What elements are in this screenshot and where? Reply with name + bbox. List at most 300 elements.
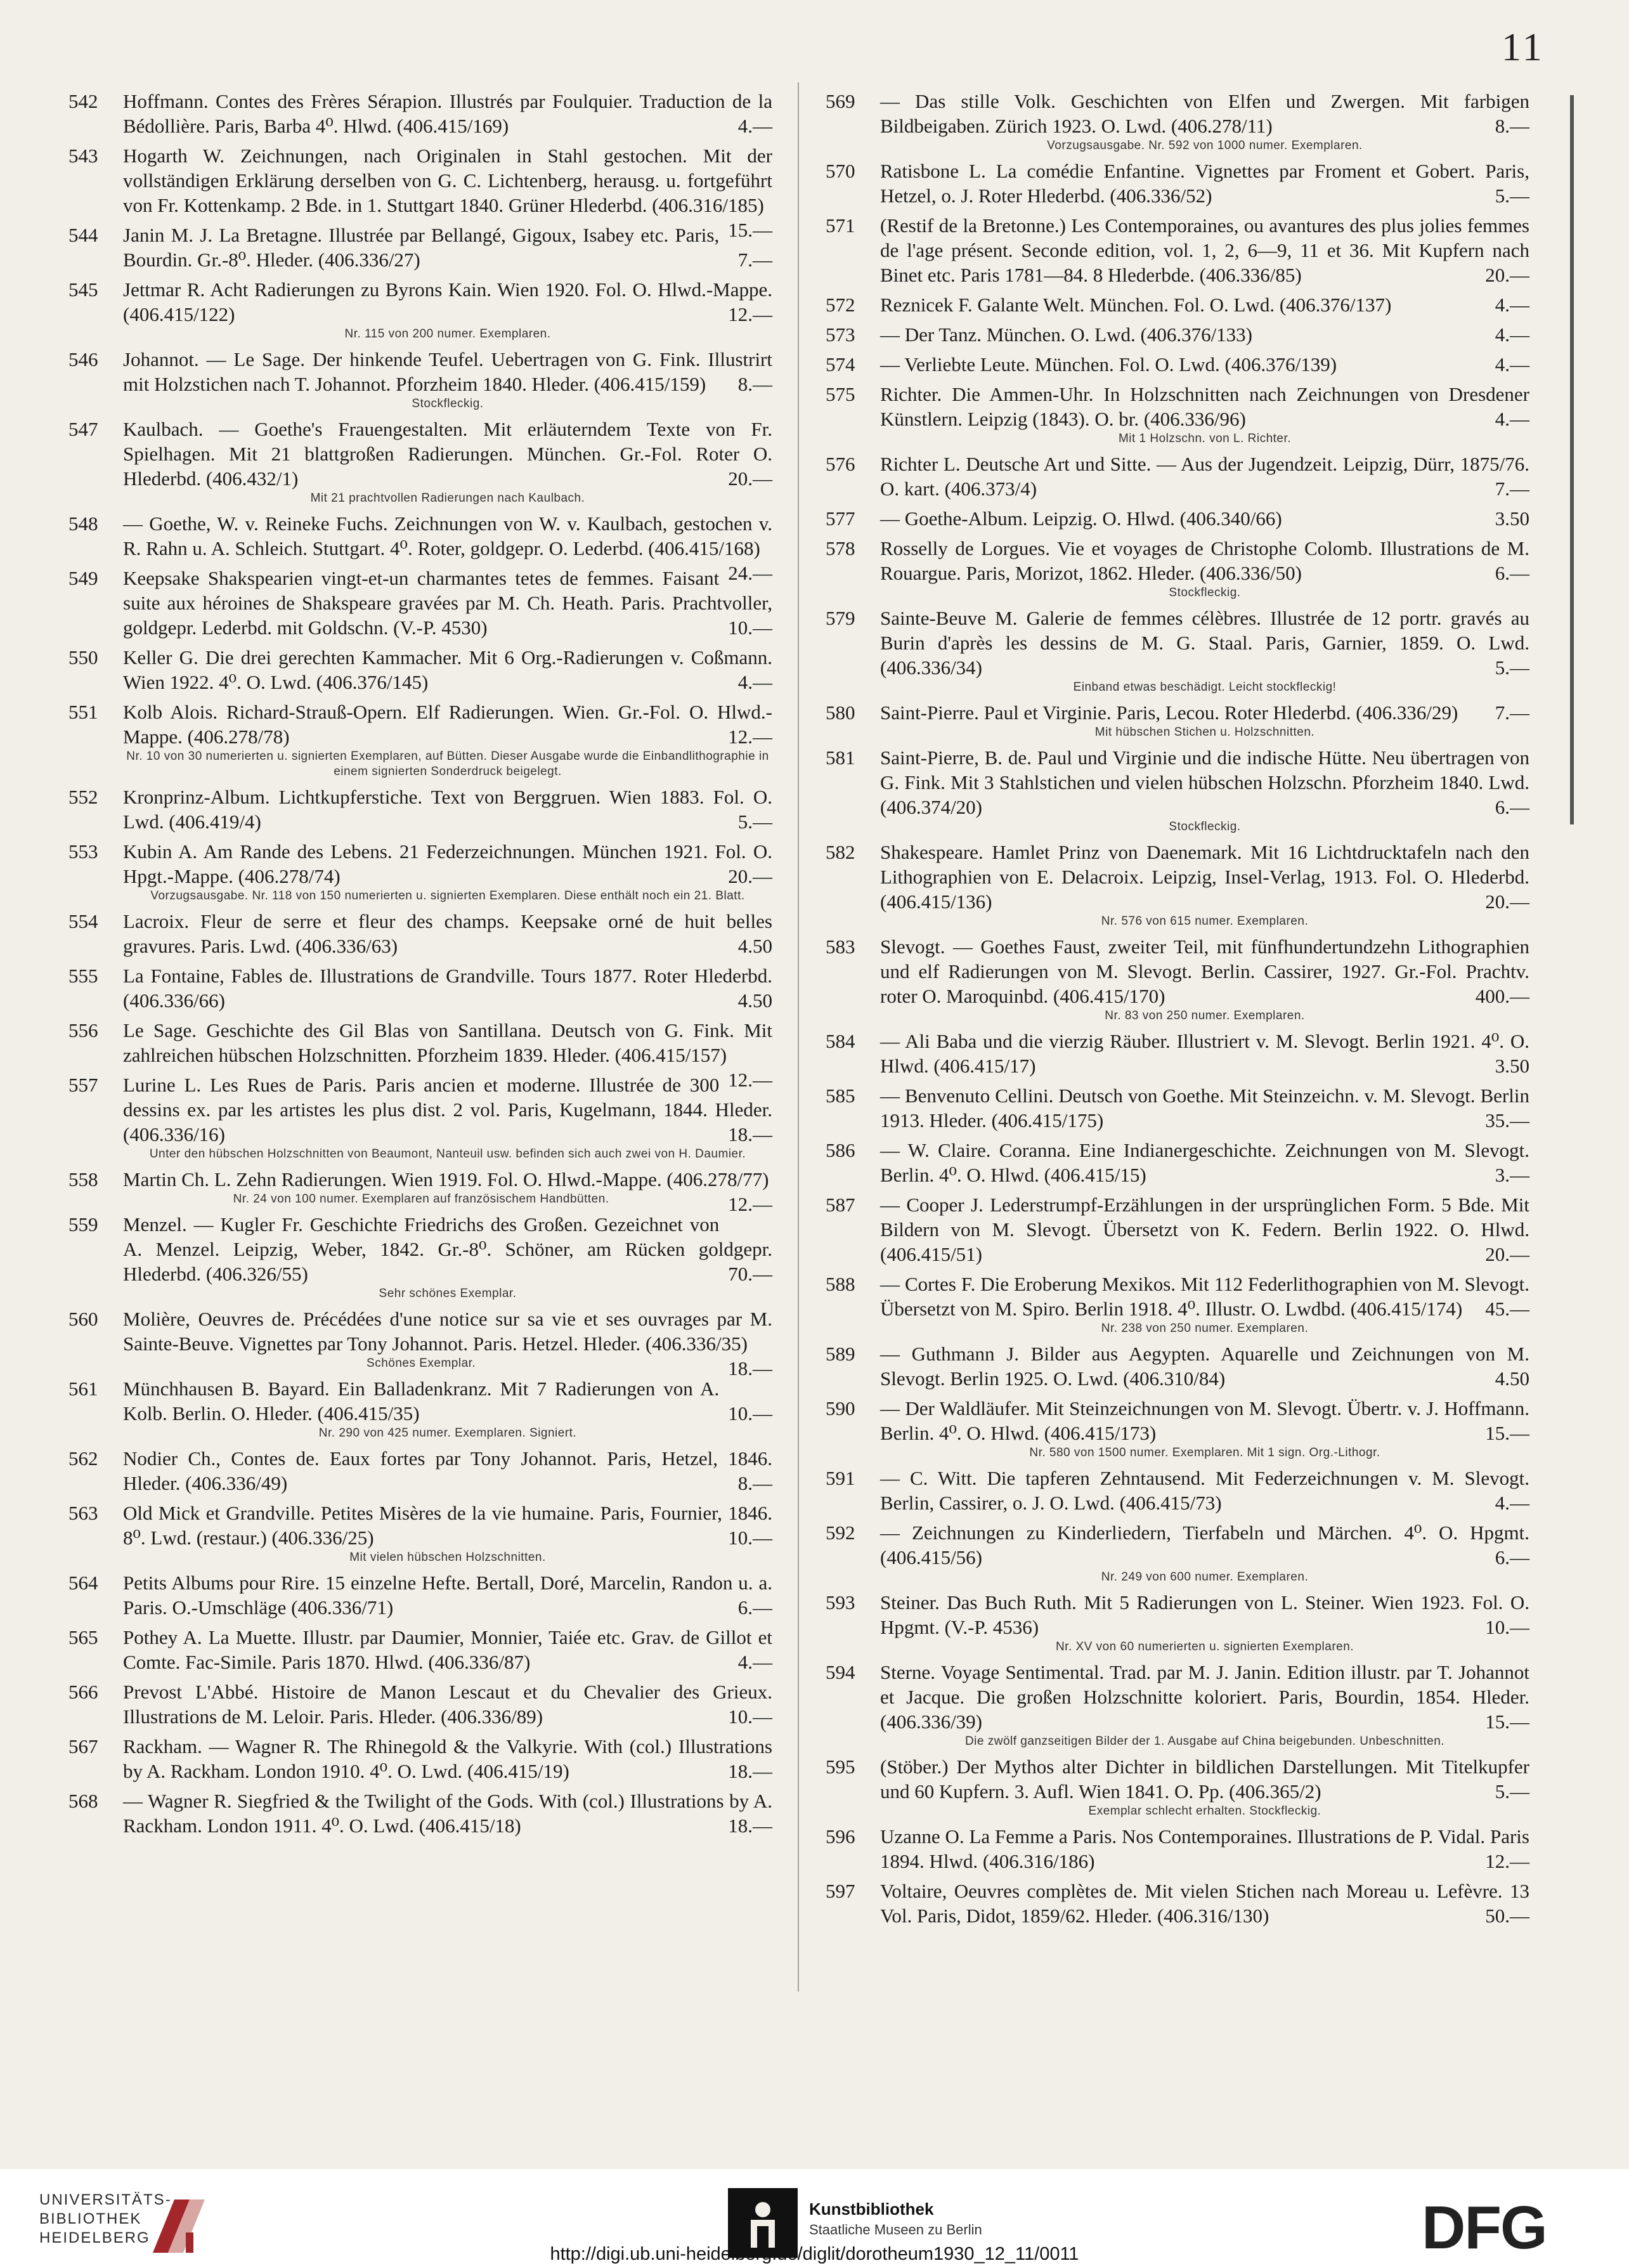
entry-note: Nr. 83 von 250 numer. Exemplaren. [1105,1009,1305,1022]
entry-description [123,1072,772,1147]
entry-text: Saint-Pierre. Paul et Virginie. Paris, Lecou. Roter Hlederbd. (406.336/29) [880,701,1458,724]
entry-text: Pothey A. La Muette. Illustr. par Daumier, Monnier, Taiée etc. Grav. de Gillot et Comte. Fac-Simile. Paris 1870. Hlwd. (406.336/87) [123,1626,772,1673]
entry-text: — Der Waldläufer. Mit Steinzeichnungen von M. Slevogt. Übertr. v. J. Hoffmann. Berlin. 4⁰. O. Hlwd. (406.415/173) [880,1397,1529,1444]
entry-text: Jettmar R. Acht Radierungen zu Byrons Kain. Wien 1920. Fol. O. Hlwd.-Mappe. (406.415/122) [123,278,772,325]
lot-price: 4.— [1495,1492,1529,1514]
entry-description [880,1396,1529,1445]
catalog-entry [68,1072,772,1162]
catalog-entry [68,347,772,412]
lot-price: 12.— [728,1193,772,1215]
lot-number: 570 [826,160,855,182]
catalog-entry [68,785,772,834]
lot-price: 20.— [728,467,772,490]
entry-text: La Fontaine, Fables de. Illustrations de Grandville. Tours 1877. Roter Hlederbd. (406.336/66) [123,965,772,1012]
catalog-entry [826,1824,1529,1874]
university-line-3: HEIDELBERG [39,2229,150,2246]
kunstbibliothek-title: Kunstbibliothek [809,2200,934,2219]
lot-number: 556 [68,1019,98,1041]
lot-number: 593 [826,1591,855,1613]
catalog-entry [68,89,772,138]
entry-text: Rosselly de Lorgues. Vie et voyages de Christophe Colomb. Illustrations de M. Rouargue. Paris, Morizot, 1862. Hleder. (406.336/50) [880,537,1529,584]
lot-number: 573 [826,323,855,346]
catalog-entry [826,1029,1529,1078]
kunstbibliothek-subtitle: Staatliche Museen zu Berlin [809,2222,982,2238]
entry-description [123,347,772,396]
lot-number: 582 [826,841,855,863]
entry-text: — Goethe-Album. Leipzig. O. Hlwd. (406.340/66) [880,507,1282,530]
entry-description [880,382,1529,431]
catalog-entry [826,89,1529,153]
entry-description [123,1446,772,1496]
catalog-entry [826,1590,1529,1655]
lot-price: 4.50 [737,989,772,1012]
entry-note: Die zwölf ganzseitigen Bilder der 1. Ausgabe auf China beigebunden. Unbeschnitten. [964,1735,1445,1748]
entry-note: Stockfleckig. [412,397,484,410]
lot-number: 544 [68,224,98,246]
entry-description [880,606,1529,680]
catalog-entry [826,322,1529,347]
entry-text: — Guthmann J. Bilder aus Aegypten. Aquarelle und Zeichnungen von M. Slevogt. Berlin 1925. O. Lwd. (406.310/84) [880,1343,1529,1390]
entry-text: Keepsake Shakspearien vingt-et-un charmantes tetes de femmes. Faisant suite aux héroines de Shakspeare gravées par M. Ch. Heath. Paris. Prachtvoller, goldgepr. Lederbd. mit Goldschn. (V.-P. 4530) [123,567,772,639]
catalog-entry [826,1879,1529,1928]
entry-description [123,785,772,834]
entry-text: Uzanne O. La Femme a Paris. Nos Contemporaines. Illustrations de P. Vidal. Paris 1894. Hlwd. (406.316/186) [880,1825,1529,1872]
entry-description [123,963,772,1013]
catalog-entry [826,1341,1529,1391]
lot-price: 400.— [1475,985,1529,1007]
entry-description [880,506,1529,531]
catalog-entry [68,1734,772,1783]
lot-price: 12.— [1485,1850,1529,1872]
lot-price: 4.— [737,1651,772,1673]
page-edge-mark [1570,95,1574,824]
lot-price: 4.— [1495,294,1529,316]
entry-text: Voltaire, Oeuvres complètes de. Mit vielen Stichen nach Moreau u. Lefèvre. 13 Vol. Paris, Didot, 1859/62. Hleder. (406.316/130) [880,1880,1529,1927]
university-line-1: UNIVERSITÄTS- [39,2191,172,2208]
entry-description [880,745,1529,819]
entry-text: Lurine L. Les Rues de Paris. Paris ancien et moderne. Illustrée de 300 dessins ex. par les artistes les plus dist. 2 vol. Paris, Kugelmann, 1844. Hleder. (406.336/16) [123,1074,772,1145]
entry-description [880,1192,1529,1267]
catalog-entry [826,1083,1529,1133]
lot-number: 592 [826,1522,855,1544]
entry-text: Lacroix. Fleur de serre et fleur des champs. Keepsake orné de huit belles gravures. Paris. Lwd. (406.336/63) [123,910,772,957]
lot-price: 35.— [1485,1109,1529,1131]
lot-number: 594 [826,1661,855,1683]
lot-number: 564 [68,1572,98,1594]
entry-text: Kolb Alois. Richard-Strauß-Opern. Elf Radierungen. Wien. Gr.-Fol. O. Hlwd.-Mappe. (406.278/78) [123,701,772,748]
lot-number: 546 [68,348,98,370]
entry-description [880,700,1529,725]
entry-text: Nodier Ch., Contes de. Eaux fortes par Tony Johannot. Paris, Hetzel, 1846. Hleder. (406.336/49) [123,1447,772,1494]
lot-price: 5.— [1495,185,1529,207]
entry-note: Stockfleckig. [1169,586,1241,599]
entry-note: Vorzugsausgabe. Nr. 118 von 150 numerierten u. signierten Exemplaren. Diese enthält noch ein 21. Blatt. [150,889,745,903]
lot-number: 584 [826,1030,855,1052]
entry-note: Mit vielen hübschen Holzschnitten. [349,1551,546,1564]
entry-description [880,452,1529,501]
lot-number: 572 [826,294,855,316]
lot-number: 545 [68,278,98,301]
lot-price: 7.— [1495,701,1529,724]
lot-price: 7.— [737,249,772,271]
entry-description [880,89,1529,138]
entry-text: — Wagner R. Siegfried & the Twilight of the Gods. With (col.) Illustrations by A. Rackham. London 1911. 4⁰. O. Lwd. (406.415/18) [123,1790,772,1837]
lot-number: 580 [826,701,855,724]
lot-number: 553 [68,840,98,863]
lot-number: 558 [68,1168,98,1190]
right-column [826,89,1529,1933]
catalog-entry [68,1679,772,1729]
lot-price: 4.50 [737,935,772,957]
entry-note: Nr. 10 von 30 numerierten u. signierten Exemplaren, auf Bütten. Dieser Ausgabe wurde die Einbandlithographie in einem signierten Sonderdruck beigelegt. [126,750,769,778]
entry-description [123,511,772,584]
entry-description [880,1660,1529,1734]
catalog-entry [826,1466,1529,1515]
entry-note: Nr. 576 von 615 numer. Exemplaren. [1101,915,1309,928]
lot-price: 20.— [728,865,772,887]
entry-text: Prevost L'Abbé. Histoire de Manon Lescaut et du Chevalier des Grieux. Illustrations de M. Leloir. Paris. Hleder. (406.336/89) [123,1681,772,1728]
lot-price: 4.— [737,671,772,693]
entry-description [123,839,772,889]
catalog-entry [826,159,1529,208]
lot-price: 15.— [728,219,772,241]
source-url[interactable]: http://digi.ub.uni-heidelberg.de/diglit/dorotheum1930_12_11/0011 [550,2244,1079,2264]
catalog-entry [68,1212,772,1301]
catalog-entry [68,417,772,506]
entry-description [880,934,1529,1008]
lot-price: 6.— [1495,562,1529,584]
entry-note: Unter den hübschen Holzschnitten von Beaumont, Nanteuil usw. befinden sich auch zwei von H. Daumier. [149,1147,746,1161]
entry-text: Steiner. Das Buch Ruth. Mit 5 Radierungen von L. Steiner. Wien 1923. Fol. O. Hpgmt. (V.-P. 4536) [880,1591,1529,1638]
lot-price: 3.50 [1495,1055,1529,1077]
entry-description [123,909,772,958]
lot-price: 8.— [1495,115,1529,137]
lot-number: 547 [68,418,98,440]
lot-price: 12.— [728,1069,772,1091]
entry-text: (Restif de la Bretonne.) Les Contemporaines, ou avantures des plus jolies femmes de l'age présent. Seconde edition, vol. 1, 2, 6—9, 11 et 36. Mit Kupfern nach Binet etc. Paris 1781—84. 8 Hlederbde. (406.336/85) [880,214,1529,286]
catalog-entry [68,1625,772,1674]
lot-number: 583 [826,935,855,958]
entry-text: — C. Witt. Die tapferen Zehntausend. Mit Federzeichnungen v. M. Slevogt. Berlin, Cassirer, o. J. O. Lwd. (406.415/73) [880,1467,1529,1514]
entry-description [123,89,772,138]
entry-text: Richter. Die Ammen-Uhr. In Holzschnitten nach Zeichnungen von Dresdener Künstlern. Leipzig (1843). O. br. (406.336/96) [880,383,1529,430]
lot-number: 574 [826,353,855,375]
catalog-entry [826,213,1529,287]
lot-price: 10.— [728,1527,772,1549]
entry-text: Molière, Oeuvres de. Précédées d'une notice sur sa vie et ses ouvrages par M. Sainte-Beuve. Vignettes par Tony Johannot. Paris. Hetzel. Hleder. (406.336/35) [123,1308,772,1355]
lot-number: 585 [826,1085,855,1107]
lot-price: 3.50 [1495,507,1529,530]
lot-price: 10.— [1485,1616,1529,1638]
lot-price: 12.— [728,303,772,325]
heidelberg-library-block [39,2191,172,2248]
entry-description [880,1879,1529,1928]
entry-description [123,1212,772,1286]
lot-number: 565 [68,1626,98,1648]
catalog-entry [826,934,1529,1024]
lot-number: 542 [68,90,98,112]
lot-number: 560 [68,1308,98,1330]
lot-price: 10.— [728,616,772,639]
lot-price: 50.— [1485,1905,1529,1927]
entry-text: Kronprinz-Album. Lichtkupferstiche. Text von Berggruen. Wien 1883. Fol. O. Lwd. (406.419/4) [123,786,772,833]
entry-text: Old Mick et Grandville. Petites Misères de la vie humaine. Paris, Fournier, 1846. 8⁰. Lwd. (restaur.) (406.336/25) [123,1502,772,1549]
lot-number: 551 [68,701,98,723]
entry-text: — W. Claire. Coranna. Eine Indianergeschichte. Zeichnungen von M. Slevogt. Berlin. 4⁰. O. Hlwd. (406.415/15) [880,1139,1529,1186]
lot-number: 548 [68,512,98,535]
lot-number: 576 [826,453,855,475]
entry-description [880,159,1529,208]
entry-description [880,536,1529,585]
catalog-entry [68,1501,772,1565]
catalog-entry [826,352,1529,377]
entry-text: Petits Albums pour Rire. 15 einzelne Hefte. Bertall, Doré, Marcelin, Randon u. a. Paris. O.-Umschläge (406.336/71) [123,1572,772,1619]
entry-description [880,1272,1529,1321]
entry-text: Hoffmann. Contes des Frères Sérapion. Illustrés par Foulquier. Traduction de la Bédollière. Paris, Barba 4⁰. Hlwd. (406.415/169) [123,90,772,137]
lot-number: 554 [68,910,98,932]
entry-text: — Ali Baba und die vierzig Räuber. Illustriert v. M. Slevogt. Berlin 1921. 4⁰. O. Hlwd. (406.415/17) [880,1030,1529,1077]
university-line-2: BIBLIOTHEK [39,2210,142,2227]
lot-number: 557 [68,1074,98,1096]
lot-price: 10.— [728,1402,772,1424]
catalog-entry [826,606,1529,695]
catalog-entry [826,1660,1529,1749]
catalog-entry [826,700,1529,740]
catalog-entry [826,1192,1529,1267]
lot-price: 4.— [737,115,772,137]
entry-note: Stockfleckig. [1169,820,1241,833]
catalog-entry [68,223,772,272]
lot-number: 571 [826,214,855,237]
catalog-entry [826,452,1529,501]
entry-description [123,277,772,327]
entry-description [123,1679,772,1729]
entry-description [123,223,772,272]
entry-description [123,1376,772,1426]
entry-description [880,1520,1529,1570]
entry-description [880,1754,1529,1804]
catalog-entry [68,700,772,779]
catalog-entry [826,536,1529,601]
lot-price: 4.— [1495,323,1529,346]
lot-number: 596 [826,1825,855,1848]
lot-price: 18.— [728,1760,772,1782]
lot-price: 45.— [1485,1298,1529,1320]
entry-note: Exemplar schlecht erhalten. Stockfleckig. [1088,1804,1321,1818]
entry-description [880,213,1529,287]
lot-number: 587 [826,1194,855,1216]
entry-note: Sehr schönes Exemplar. [379,1287,517,1300]
entry-note: Mit 21 prachtvollen Radierungen nach Kaulbach. [310,492,585,505]
lot-price: 5.— [1495,1780,1529,1802]
lot-number: 597 [826,1880,855,1902]
catalog-entry [826,382,1529,446]
entry-description [880,1083,1529,1133]
entry-description [880,1138,1529,1187]
entry-note: Vorzugsausgabe. Nr. 592 von 1000 numer. Exemplaren. [1047,139,1363,152]
lot-number: 579 [826,607,855,629]
entry-text: — Goethe, W. v. Reineke Fuchs. Zeichnungen von W. v. Kaulbach, gestochen v. R. Rahn u. A. Schleich. Stuttgart. 4⁰. Roter, goldgepr. O. Lederbd. (406.415/168) [123,512,772,559]
entry-text: — Verliebte Leute. München. Fol. O. Lwd. (406.376/139) [880,353,1337,375]
lot-number: 588 [826,1273,855,1295]
catalog-entry [826,292,1529,317]
lot-number: 552 [68,786,98,808]
lot-number: 561 [68,1378,98,1400]
entry-text: Richter L. Deutsche Art und Sitte. — Aus der Jugendzeit. Leipzig, Dürr, 1875/76. O. kart. (406.373/4) [880,453,1529,500]
catalog-entry [826,1754,1529,1819]
entry-description [123,1501,772,1550]
entry-description [880,292,1529,317]
lot-number: 595 [826,1756,855,1778]
entry-text: — Zeichnungen zu Kinderliedern, Tierfabeln und Märchen. 4⁰. O. Hpgmt. (406.415/56) [880,1522,1529,1568]
catalog-entry [68,909,772,958]
lot-price: 70.— [728,1263,772,1285]
lot-number: 575 [826,383,855,405]
lot-price: 7.— [1495,478,1529,500]
entry-description [123,1018,772,1091]
lot-price: 20.— [1485,1243,1529,1265]
lot-number: 566 [68,1681,98,1703]
lot-price: 24.— [728,562,772,584]
lot-number: 543 [68,145,98,167]
lot-number: 555 [68,965,98,987]
lot-number: 567 [68,1735,98,1757]
entry-description [880,1824,1529,1874]
lot-price: 20.— [1485,264,1529,286]
entry-text: Martin Ch. L. Zehn Radierungen. Wien 1919. Fol. O. Hlwd.-Mappe. (406.278/77) [123,1168,769,1190]
entry-text: Reznicek F. Galante Welt. München. Fol. O. Lwd. (406.376/137) [880,294,1392,316]
entry-description [123,700,772,749]
entry-description [123,645,772,694]
catalog-entry [68,963,772,1013]
entry-note: Nr. 580 von 1500 numer. Exemplaren. Mit 1 sign. Org.-Lithogr. [1029,1446,1380,1459]
dfg-logo: DFG [1422,2194,1547,2262]
entry-text: Münchhausen B. Bayard. Ein Balladenkranz. Mit 7 Radierungen von A. Kolb. Berlin. O. Hleder. (406.415/35) [123,1378,720,1424]
entry-description [123,566,772,640]
lot-price: 15.— [1485,1711,1529,1733]
entry-note: Mit hübschen Stichen u. Holzschnitten. [1094,726,1315,739]
entry-text: Slevogt. — Goethes Faust, zweiter Teil, mit fünfhundertundzehn Lithographien und elf Radierungen von M. Slevogt. Berlin. Cassirer, 1927. Gr.-Fol. Prachtv. roter O. Maroquinbd. (406.415/170) [880,935,1529,1007]
lot-number: 589 [826,1343,855,1365]
entry-description [123,1734,772,1783]
catalog-entry [826,1396,1529,1461]
entry-note: Nr. 24 von 100 numer. Exemplaren auf französischem Handbütten. [233,1192,609,1206]
catalog-entry [68,1570,772,1620]
entry-description [880,1341,1529,1391]
lot-price: 8.— [737,373,772,395]
lot-price: 20.— [1485,890,1529,913]
entry-description [880,840,1529,914]
entry-text: Johannot. — Le Sage. Der hinkende Teufel. Uebertragen von G. Fink. Illustrirt mit Holzstichen nach T. Johannot. Pforzheim 1840. Hleder. (406.415/159) [123,348,772,395]
entry-note: Einband etwas beschädigt. Leicht stockfleckig! [1073,681,1337,694]
entry-text: Saint-Pierre, B. de. Paul und Virginie und die indische Hütte. Neu übertragen von G. Fink. Mit 3 Stahlstichen und vielen hübschen Holzschn. Pforzheim 1840. Lwd. (406.374/20) [880,746,1529,818]
lot-price: 10.— [728,1705,772,1728]
lot-number: 581 [826,746,855,769]
catalog-entry [68,1789,772,1838]
lot-price: 4.— [1495,408,1529,430]
entry-text: Sainte-Beuve M. Galerie de femmes célèbres. Illustrée de 12 portr. gravés au Burin d'après les dessins de M. G. Staal. Paris, Garnier, 1859. O. Lwd. (406.336/34) [880,607,1529,679]
entry-description [123,1789,772,1838]
entry-text: Sterne. Voyage Sentimental. Trad. par M. J. Janin. Edition illustr. par T. Johannot et Jacque. Die großen Holzschnitte koloriert. Paris, Bourdin, 1854. Hleder. (406.336/39) [880,1661,1529,1733]
entry-text: Keller G. Die drei gerechten Kammacher. Mit 6 Org.-Radierungen v. Coßmann. Wien 1922. 4⁰. O. Lwd. (406.376/145) [123,646,772,693]
entry-note: Schönes Exemplar. [367,1357,476,1370]
entry-text: (Stöber.) Der Mythos alter Dichter in bildlichen Darstellungen. Mit Titelkupfer und 60 Kupfern. 3. Aufl. Wien 1841. O. Pp. (406.365/2) [880,1756,1529,1802]
lot-number: 578 [826,537,855,559]
entry-description [880,1466,1529,1515]
lot-price: 18.— [728,1123,772,1145]
lot-price: 3.— [1495,1164,1529,1186]
entry-description [880,352,1529,377]
lot-number: 568 [68,1790,98,1812]
lot-price: 8.— [737,1472,772,1494]
lot-number: 590 [826,1397,855,1419]
lot-price: 6.— [1495,796,1529,818]
lot-price: 18.— [728,1357,772,1379]
entry-text: — Cortes F. Die Eroberung Mexikos. Mit 112 Federlithographien von M. Slevogt. Übersetzt von M. Spiro. Berlin 1918. 4⁰. Illustr. O. Lwdbd. (406.415/174) [880,1273,1529,1320]
entry-description [880,322,1529,347]
entry-text: — Das stille Volk. Geschichten von Elfen und Zwergen. Mit farbigen Bildbeigaben. Zürich 1923. O. Lwd. (406.278/11) [880,90,1529,137]
lot-number: 562 [68,1447,98,1470]
catalog-entry [68,645,772,694]
catalog-entry [68,1446,772,1496]
lot-price: 6.— [737,1596,772,1619]
left-column [68,89,772,1843]
catalog-entry [68,277,772,342]
entry-text: Le Sage. Geschichte des Gil Blas von Santillana. Deutsch von G. Fink. Mit zahlreichen hübschen Holzschnitten. Pforzheim 1839. Hleder. (406.415/157) [123,1019,772,1066]
entry-text: Kaulbach. — Goethe's Frauengestalten. Mit erläuterndem Texte von Fr. Spielhagen. Mit 21 blattgroßen Radierungen. München. Gr.-Fol. Roter O. Hlederbd. (406.432/1) [123,418,772,490]
lot-number: 569 [826,90,855,112]
lot-number: 586 [826,1139,855,1161]
entry-description [123,417,772,491]
lot-number: 559 [68,1213,98,1235]
entry-text: Rackham. — Wagner R. The Rhinegold & the Valkyrie. With (col.) Illustrations by A. Rackham. London 1910. 4⁰. O. Lwd. (406.415/19) [123,1735,772,1782]
entry-note: Mit 1 Holzschn. von L. Richter. [1118,432,1292,445]
column-divider [798,82,799,1991]
catalog-entry [68,1167,772,1215]
catalog-entry [68,1376,772,1441]
entry-description [123,143,772,241]
entry-note: Nr. 249 von 600 numer. Exemplaren. [1101,1570,1309,1584]
catalog-entry [68,566,772,640]
entry-text: — Der Tanz. München. O. Lwd. (406.376/133) [880,323,1253,346]
lot-number: 591 [826,1467,855,1489]
entry-note: Nr. 290 von 425 numer. Exemplaren. Signiert. [318,1426,577,1440]
lot-number: 550 [68,646,98,668]
entry-note: Nr. 238 von 250 numer. Exemplaren. [1101,1322,1309,1335]
lot-price: 4.50 [1495,1367,1529,1390]
lot-number: 563 [68,1502,98,1524]
catalog-entry [68,839,772,904]
lot-price: 12.— [728,726,772,748]
page-number: 11 [1502,26,1545,69]
entry-text: Kubin A. Am Rande des Lebens. 21 Federzeichnungen. München 1921. Fol. O. Hpgt.-Mappe. (406.278/74) [123,840,772,887]
catalog-entry [826,1272,1529,1336]
lot-price: 18.— [728,1815,772,1837]
entry-text: Shakespeare. Hamlet Prinz von Daenemark. Mit 16 Lichtdrucktafeln nach den Lithographien von E. Delacroix. Leipzig, Insel-Verlag, 1913. Fol. O. Hlederbd. (406.415/136) [880,841,1529,913]
entry-text: Ratisbone L. La comédie Enfantine. Vignettes par Froment et Gobert. Paris, Hetzel, o. J. Roter Hlederbd. (406.336/52) [880,160,1529,207]
catalog-entry [826,745,1529,835]
lot-price: 15.— [1485,1422,1529,1444]
entry-text: Menzel. — Kugler Fr. Geschichte Friedrichs des Großen. Gezeichnet von A. Menzel. Leipzig, Weber, 1842. Gr.-8⁰. Schöner, am Rücken goldgepr. Hlederbd. (406.326/55) [123,1213,772,1285]
catalog-entry [68,1307,772,1379]
entry-note: Nr. 115 von 200 numer. Exemplaren. [344,327,551,341]
catalog-entry [826,1138,1529,1187]
lot-number: 549 [68,567,98,589]
catalog-entry [826,840,1529,929]
entry-description [880,1029,1529,1078]
entry-note: Nr. XV von 60 numerierten u. signierten Exemplaren. [1055,1640,1354,1653]
entry-description [123,1570,772,1620]
